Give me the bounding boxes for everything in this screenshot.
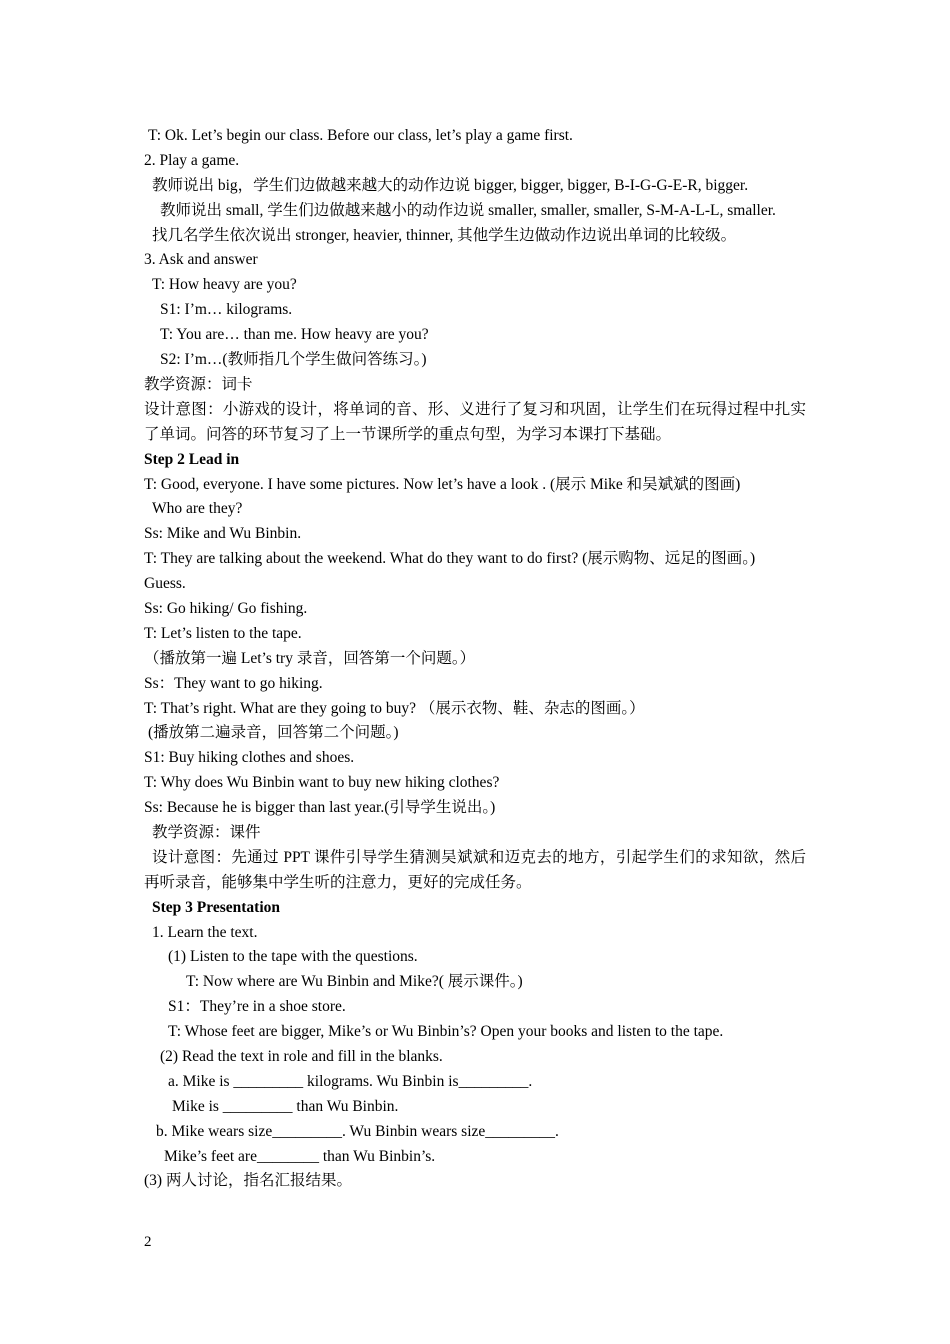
text-line: a. Mike is _________ kilograms. Wu Binbin is_________. (168, 1072, 533, 1090)
text-line: S2: I’m…(教师指几个学生做问答练习。) (160, 351, 427, 369)
text-line: S1: Buy hiking clothes and shoes. (144, 749, 355, 767)
text-line: T: That’s right. What are they going to buy? （展示衣物、鞋、杂志的图画。） (144, 699, 645, 717)
text-line: 3. Ask and answer (144, 251, 258, 269)
text-line: Mike’s feet are________ than Wu Binbin’s. (164, 1147, 436, 1165)
section-heading: Step 2 Lead in (144, 450, 240, 468)
text-line: 教学资源：课件 (152, 823, 261, 841)
text-line: 教师说出 big，学生们边做越来越大的动作边说 bigger, bigger, bigger, B-I-G-G-E-R, bigger. (152, 176, 749, 194)
text-line: (播放第二遍录音，回答第二个问题。) (148, 724, 399, 742)
text-line: T: Good, everyone. I have some pictures. Now let’s have a look . (展示 Mike 和吴斌斌的图画) (144, 475, 741, 493)
text-line: 设计意图：小游戏的设计，将单词的音、形、义进行了复习和巩固，让学生们在玩得过程中扎实了单词。问答的环节复习了上一节课所学的重点句型，为学习本课打下基础。 (144, 400, 806, 443)
text-line: Ss: Go hiking/ Go fishing. (144, 599, 308, 617)
text-line: (2) Read the text in role and fill in the blanks. (160, 1048, 443, 1066)
text-line: T: Now where are Wu Binbin and Mike?( 展示课件。) (186, 973, 523, 991)
page-number: 2 (144, 1234, 152, 1250)
text-line: T: Why does Wu Binbin want to buy new hiking clothes? (144, 774, 500, 792)
text-line: T: They are talking about the weekend. What do they want to do first? (展示购物、远足的图画。) (144, 550, 756, 568)
text-line: 教学资源：词卡 (144, 375, 253, 393)
text-line: 找几名学生依次说出 stronger, heavier, thinner, 其他学生边做动作边说出单词的比较级。 (152, 226, 737, 244)
text-line: b. Mike wears size_________. Wu Binbin wears size_________. (156, 1122, 559, 1140)
text-line: Ss: Mike and Wu Binbin. (144, 525, 302, 543)
text-line: T: Whose feet are bigger, Mike’s or Wu Binbin’s? Open your books and listen to the tape. (168, 1023, 724, 1041)
text-line: Ss: Because he is bigger than last year.(引导学生说出。) (144, 799, 496, 817)
text-line: 2. Play a game. (144, 151, 240, 169)
text-line: S1: I’m… kilograms. (160, 301, 293, 319)
text-line: T: Ok. Let’s begin our class. Before our class, let’s play a game first. (148, 127, 573, 144)
text-line: (3) 两人讨论，指名汇报结果。 (144, 1172, 352, 1190)
text-line: T: You are… than me. How heavy are you? (160, 326, 429, 344)
text-line: T: How heavy are you? (152, 276, 297, 294)
text-line: 教师说出 small, 学生们边做越来越小的动作边说 smaller, smaller, smaller, S-M-A-L-L, smaller. (160, 201, 776, 219)
text-line: （播放第一遍 Let’s try 录音，回答第一个问题。） (144, 649, 476, 667)
text-line: Who are they? (152, 500, 243, 518)
text-line: Mike is _________ than Wu Binbin. (172, 1097, 399, 1115)
text-line: Ss：They want to go hiking. (144, 674, 323, 692)
text-line: S1：They’re in a shoe store. (168, 998, 346, 1016)
text-line: T: Let’s listen to the tape. (144, 624, 302, 642)
lesson-plan-body (144, 124, 806, 1194)
text-line: 设计意图：先通过 PPT 课件引导学生猜测吴斌斌和迈克去的地方，引起学生们的求知欲，然后再听录音，能够集中学生听的注意力，更好的完成任务。 (144, 848, 806, 891)
text-line: 1. Learn the text. (152, 923, 258, 941)
text-line: Guess. (144, 575, 186, 593)
section-heading: Step 3 Presentation (152, 898, 281, 916)
text-line: (1) Listen to the tape with the questions. (168, 948, 418, 966)
